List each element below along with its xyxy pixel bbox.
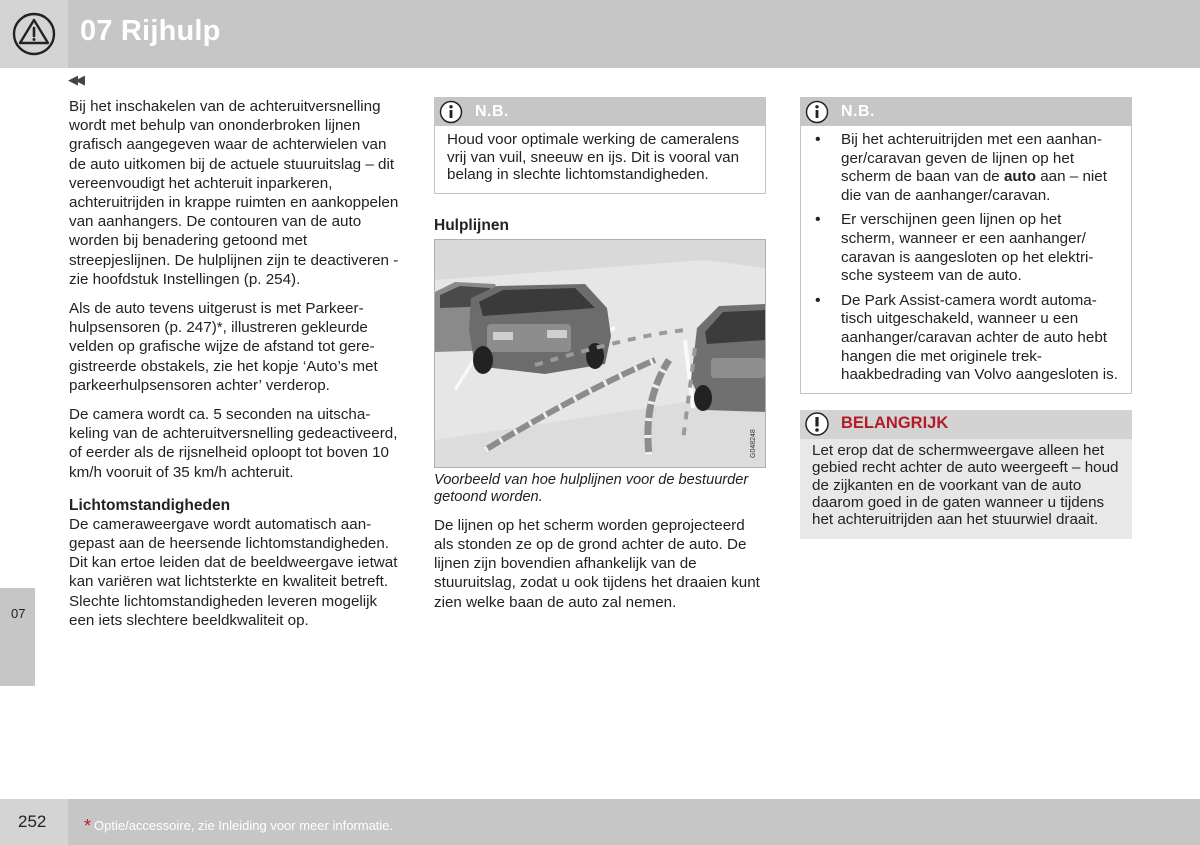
page-number: 252 xyxy=(18,812,47,831)
note-title: N.B. xyxy=(475,103,509,120)
header-icon-box xyxy=(0,0,68,68)
footer-note-text: Optie/accessoire, zie Inleiding voor meer informatie. xyxy=(94,818,394,833)
paragraph: Bij het inschakelen van de achteruitversnelling wordt met behulp van ononderbroken lijnen grafisch aangegeven waar de achterwielen van de auto uitkomen bij de actuele stuuruitslag – dit vereenvoudigt het achteruit inparkeren, achteruitrijden in krappe ruimten en aankoppelen van aanhangers. De contouren van de auto worden bij benadering getoond met streepjeslijnen. De hulplijnen zijn te deactiveren - zie hoofdstuk Instellingen (p. 254). xyxy=(69,98,399,288)
note-list-container xyxy=(801,126,1131,393)
info-icon xyxy=(805,100,829,124)
list-item-text: aan – niet die van de aanhanger/caravan. xyxy=(841,168,1107,204)
note-title: N.B. xyxy=(841,103,875,120)
previous-page-marker: ◀◀ xyxy=(68,72,82,87)
column-middle xyxy=(434,97,766,622)
side-tab-label: 07 xyxy=(11,606,26,621)
page-number-box xyxy=(0,799,68,845)
star-marker: * xyxy=(84,816,92,836)
exclamation-icon xyxy=(804,411,830,437)
list-item: • Er verschijnen geen lijnen op het scherm, wanneer er een aanhanger/ caravan is aangesloten op het elektrische systeem van de auto. xyxy=(813,211,1119,285)
image-code: G048248 xyxy=(750,428,757,458)
note-header xyxy=(801,98,1131,126)
warning-triangle-icon xyxy=(0,0,68,68)
important-header xyxy=(800,410,1132,439)
info-icon xyxy=(439,100,463,124)
chapter-side-tab xyxy=(0,588,35,686)
section-heading-light: Lichtomstandigheden xyxy=(69,496,231,514)
paragraph: Als de auto tevens uitgerust is met Parkeerhulpsensoren (p. 247)*, illustreren gekleurde velden op grafische wijze de afstand tot geregistreerde obstakels, zie het kopje ‘Auto’s met parkeerhulpsensoren achter’ verderop. xyxy=(69,300,378,394)
paragraph: De cameraweergave wordt automatisch aangepast aan de heersende lichtomstandigheden. Dit kan ertoe leiden dat de beeldweergave ietwat kan variëren wat lichtsterkte en kwaliteit betreft. Slechte lichtomstandigheden leveren mogelijk een iets slechtere beeldkwaliteit op. xyxy=(69,515,398,629)
camera-guidelines-image xyxy=(434,239,766,468)
paragraph: De lijnen op het scherm worden geprojecteerd als stonden ze op de grond achter de auto. De lijnen zijn bovendien afhankelijk van de stuuruitslag, zodat u ook tijdens het draaien kunt zien welke baan de auto zal nemen. xyxy=(434,516,760,611)
chapter-header xyxy=(0,0,1200,68)
note-list xyxy=(813,131,1119,385)
important-text: Let erop dat de schermweergave alleen het gebied recht achter de auto weergeeft – houd de zijkanten en de voorkant van de auto daarom goed in de gaten wanneer u tijdens het achteruitrijden aan het stuurwiel draait. xyxy=(812,441,1119,529)
chapter-title: 07 Rijhulp xyxy=(80,15,221,47)
page-footer xyxy=(0,799,1200,845)
list-item-bold: auto xyxy=(1003,168,1037,186)
image-caption: Voorbeeld van hoe hulplijnen voor de bestuurder getoond worden. xyxy=(434,471,749,505)
important-title: BELANGRIJK xyxy=(841,413,949,432)
section-heading-guidelines: Hulplijnen xyxy=(434,216,509,234)
list-item-text: Bij het achteruitrijden met een aanhanger/caravan geven de lijnen op het scherm de baan van de xyxy=(841,131,1102,186)
paragraph: De camera wordt ca. 5 seconden na uitschakeling van de achteruitversnelling gedeactiveerd, of eerder als de rijsnelheid oploopt tot boven 10 km/h vooruit of 35 km/h achteruit. xyxy=(69,406,398,481)
note-header xyxy=(435,98,765,126)
column-right xyxy=(800,97,1132,539)
note-box xyxy=(800,97,1132,394)
note-box xyxy=(434,97,766,194)
note-text: Houd voor optimale werking de cameralens vrij van vuil, sneeuw en ijs. Dit is vooral van belang in slechte lichtomstandigheden. xyxy=(447,131,740,184)
footer-note xyxy=(84,814,393,835)
column-left xyxy=(69,97,399,640)
list-item xyxy=(813,131,1119,205)
list-item: • De Park Assist-camera wordt automatisch uitgeschakeld, wanneer u een aanhanger/caravan achter de auto hebt hangen die met originele trekhaakbedrading van Volvo aangesloten is. xyxy=(813,292,1119,385)
important-box xyxy=(800,410,1132,539)
